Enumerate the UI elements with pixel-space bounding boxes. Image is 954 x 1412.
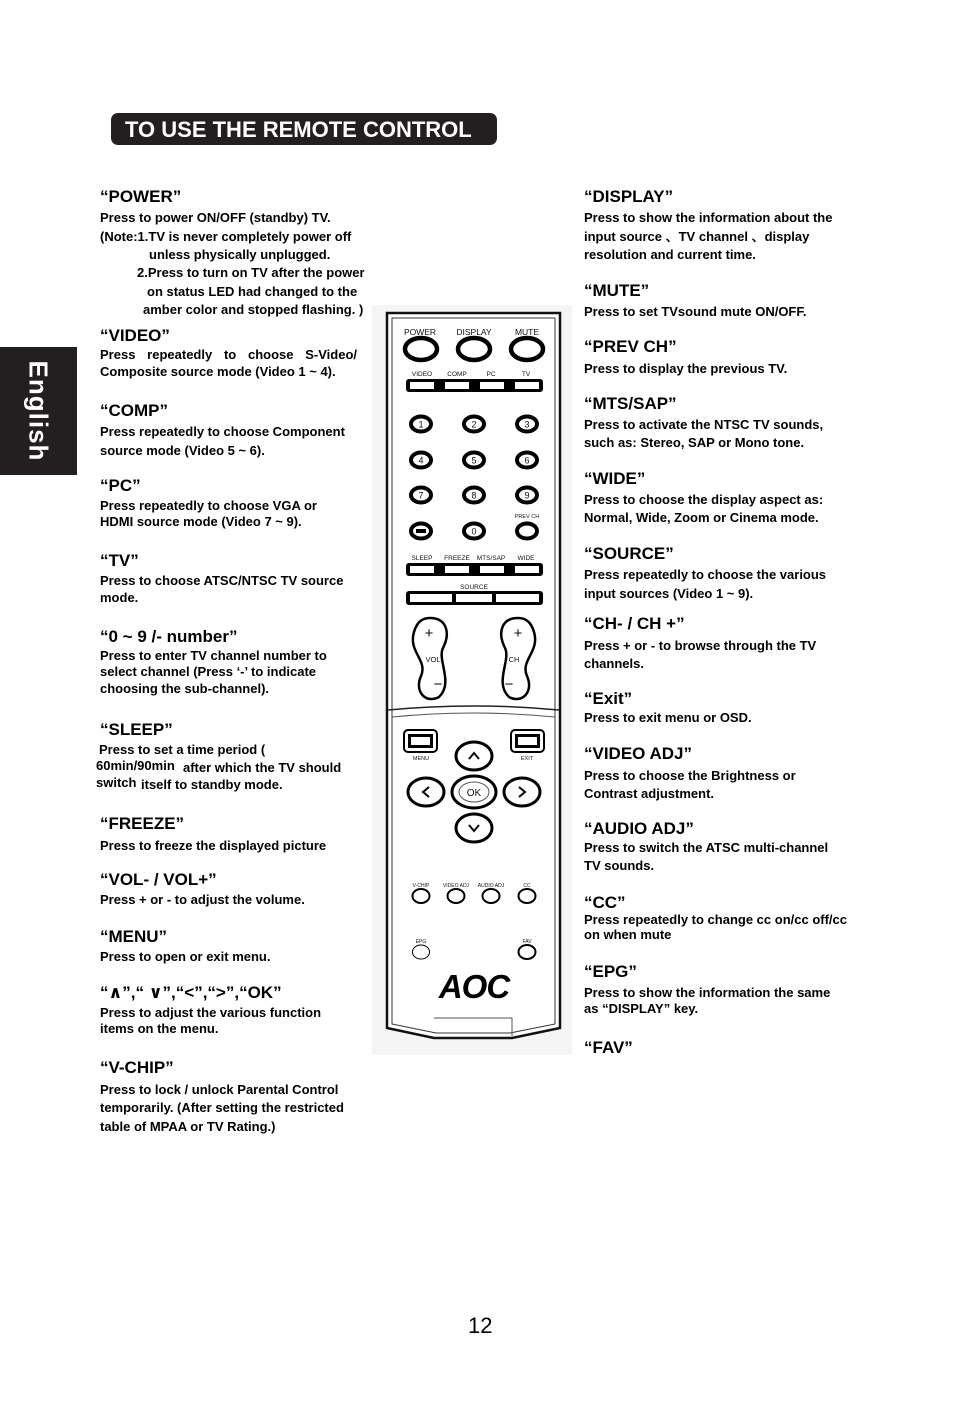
remote-label-display: DISPLAY	[456, 327, 492, 337]
number-line: choosing the sub-channel).	[100, 681, 270, 696]
remote-digit-label: 5	[471, 455, 477, 466]
ch-line: channels.	[584, 656, 644, 671]
remote-label-menu: MENU	[412, 756, 430, 762]
fav-heading: “FAV”	[584, 1038, 633, 1057]
remote-vchip-button	[413, 889, 430, 903]
ch-line: Press + or - to browse through the TV	[584, 638, 817, 653]
ch-heading: “CH- / CH +”	[584, 614, 685, 633]
wide-heading: “WIDE”	[584, 469, 646, 488]
remote-label-exit: EXIT	[520, 756, 534, 762]
language-tab	[0, 347, 77, 475]
remote-label-power: POWER	[403, 327, 437, 337]
number-heading: “0 ~ 9 /- number”	[100, 627, 238, 646]
pc-line: HDMI source mode (Video 7 ~ 9).	[100, 514, 302, 529]
remote-power-button	[405, 338, 437, 360]
remote-brand-logo: AOC	[438, 968, 510, 1005]
comp-line: Press repeatedly to choose Component	[100, 424, 345, 439]
epg-line: Press to show the information the same	[584, 985, 831, 1000]
display-heading: “DISPLAY”	[584, 187, 674, 206]
remote-digit-label: 1	[418, 419, 424, 430]
epg-heading: “EPG”	[584, 962, 637, 981]
remote-digit-label: 9	[524, 490, 530, 501]
remote-label-source: SOURCE	[460, 584, 488, 591]
videoadj-heading: “VIDEO ADJ”	[584, 744, 693, 763]
source-line: Press repeatedly to choose the various	[584, 567, 827, 582]
video-line: Composite source mode (Video 1 ~ 4).	[100, 364, 336, 379]
audioadj-line: TV sounds.	[584, 858, 655, 873]
comp-line: source mode (Video 5 ~ 6).	[100, 443, 265, 458]
vchip-line: temporarily. (After setting the restricted	[100, 1100, 344, 1115]
remote-audioadj-button	[483, 889, 500, 903]
exit-heading: “Exit”	[584, 689, 633, 708]
remote-cc-button	[519, 889, 536, 903]
power-line: 2.Press to turn on TV after the power	[137, 265, 365, 280]
remote-mute-button	[511, 338, 543, 360]
remote-dash-mark	[416, 529, 426, 533]
pc-line: Press repeatedly to choose VGA or	[100, 498, 317, 513]
remote-label-prevch: PREV CH	[514, 514, 540, 520]
wide-line: Normal, Wide, Zoom or Cinema mode.	[584, 510, 819, 525]
remote-label-pc: PC	[486, 371, 496, 378]
videoadj-line: Contrast adjustment.	[584, 786, 715, 801]
remote-digit-label: 2	[471, 419, 477, 430]
exit-line: Press to exit menu or OSD.	[584, 710, 752, 725]
audioadj-line: Press to switch the ATSC multi-channel	[584, 840, 829, 855]
wide-line: Press to choose the display aspect as:	[584, 492, 824, 507]
remote-label-mtssap: MTS/SAP	[476, 555, 506, 562]
cc-heading: “CC”	[584, 893, 626, 912]
vchip-heading: “V-CHIP”	[100, 1058, 174, 1077]
remote-label-video: VIDEO	[411, 371, 433, 378]
video-heading: “VIDEO”	[100, 326, 170, 345]
mtssap-line: such as: Stereo, SAP or Mono tone.	[584, 435, 805, 450]
sleep-heading: “SLEEP”	[100, 720, 173, 739]
remote-epg-button	[413, 945, 430, 959]
arrows-line: Press to adjust the various function	[100, 1005, 322, 1020]
mtssap-heading: “MTS/SAP”	[584, 394, 677, 413]
pc-heading: “PC”	[100, 476, 141, 495]
remote-label-wide: WIDE	[517, 555, 535, 562]
remote-vol-plus: +	[424, 625, 434, 642]
mute-heading: “MUTE”	[584, 281, 650, 300]
remote-label-mute: MUTE	[514, 327, 540, 337]
cc-line: on when mute	[584, 927, 672, 942]
remote-label-freeze: FREEZE	[444, 555, 470, 562]
power-line: unless physically unplugged.	[149, 247, 331, 262]
remote-prevch-key	[517, 524, 537, 539]
remote-digit-label: 7	[418, 490, 424, 501]
remote-label-cc: CC	[523, 883, 531, 889]
vol-line: Press + or - to adjust the volume.	[100, 892, 305, 907]
source-heading: “SOURCE”	[584, 544, 674, 563]
arrows-line: items on the menu.	[100, 1021, 219, 1036]
remote-label-epg: EPG	[415, 939, 427, 945]
vol-heading: “VOL- / VOL+”	[100, 870, 217, 889]
remote-ch-minus: −	[504, 676, 514, 693]
remote-digit-label: 0	[471, 526, 477, 537]
remote-fav-button	[519, 945, 536, 959]
video-line: Press repeatedly to choose S-Video/	[100, 347, 357, 362]
sleep-line: 60min/90min	[96, 758, 175, 773]
sleep-line: Press to set a time period (	[99, 742, 266, 757]
page-number: 12	[468, 1313, 493, 1338]
number-line: Press to enter TV channel number to	[100, 648, 327, 663]
source-line: input sources (Video 1 ~ 9).	[584, 586, 754, 601]
power-line: Press to power ON/OFF (standby) TV.	[100, 210, 331, 225]
language-label: English	[23, 360, 54, 462]
freeze-line: Press to freeze the displayed picture	[100, 838, 327, 853]
remote-label-videoadj: VIDEO ADJ	[442, 883, 470, 889]
epg-line: as “DISPLAY” key.	[584, 1001, 699, 1016]
remote-display-button	[458, 338, 490, 360]
videoadj-line: Press to choose the Brightness or	[584, 768, 796, 783]
menu-heading: “MENU”	[100, 927, 168, 946]
vchip-line: table of MPAA or TV Rating.)	[100, 1119, 276, 1134]
remote-label-tv: TV	[521, 371, 531, 378]
mute-line: Press to set TVsound mute ON/OFF.	[584, 304, 807, 319]
power-line: (Note:1.TV is never completely power off	[100, 229, 352, 244]
remote-label-sleep: SLEEP	[411, 555, 433, 562]
remote-label-audioadj: AUDIO ADJ	[477, 883, 505, 889]
arrows-heading: “∧”,“ ∨”,“<”,“>”,“OK”	[100, 983, 282, 1002]
page-title: TO USE THE REMOTE CONTROL	[111, 113, 497, 145]
sleep-line: after which the TV should	[183, 760, 342, 775]
display-line: Press to show the information about the	[584, 210, 833, 225]
remote-digit-label: 8	[471, 490, 477, 501]
display-line: resolution and current time.	[584, 247, 756, 262]
tv-line: Press to choose ATSC/NTSC TV source	[100, 573, 344, 588]
power-line: amber color and stopped flashing. )	[143, 302, 364, 317]
remote-vol-minus: −	[433, 676, 443, 693]
vchip-line: Press to lock / unlock Parental Control	[100, 1082, 339, 1097]
freeze-heading: “FREEZE”	[100, 814, 185, 833]
remote-digit-label: 4	[418, 455, 424, 466]
mtssap-line: Press to activate the NTSC TV sounds,	[584, 417, 824, 432]
power-line: on status LED had changed to the	[147, 284, 358, 299]
tv-line: mode.	[100, 590, 139, 605]
prevch-heading: “PREV CH”	[584, 337, 677, 356]
remote-label-ch: CH	[508, 655, 520, 664]
prevch-line: Press to display the previous TV.	[584, 361, 788, 376]
remote-label-vchip: V-CHIP	[412, 883, 430, 889]
remote-label-fav: FAV	[522, 939, 532, 945]
number-line: select channel (Press ‘-’ to indicate	[100, 664, 317, 679]
remote-control-illustration	[372, 305, 572, 1055]
power-heading: “POWER”	[100, 187, 182, 206]
comp-heading: “COMP”	[100, 401, 168, 420]
remote-label-vol: VOL	[425, 655, 441, 664]
menu-line: Press to open or exit menu.	[100, 949, 271, 964]
tv-heading: “TV”	[100, 551, 139, 570]
cc-line: Press repeatedly to change cc on/cc off/cc	[584, 912, 847, 927]
remote-ch-plus: +	[513, 625, 523, 642]
sleep-line: switch	[96, 775, 137, 790]
remote-digit-label: 6	[524, 455, 530, 466]
audioadj-heading: “AUDIO ADJ”	[584, 819, 694, 838]
remote-digit-label: 3	[524, 419, 530, 430]
sleep-line: itself to standby mode.	[141, 777, 283, 792]
remote-videoadj-button	[448, 889, 465, 903]
remote-label-ok: OK	[466, 788, 482, 799]
display-line: input source 、TV channel 、display	[584, 229, 810, 244]
remote-label-comp: COMP	[447, 371, 467, 378]
